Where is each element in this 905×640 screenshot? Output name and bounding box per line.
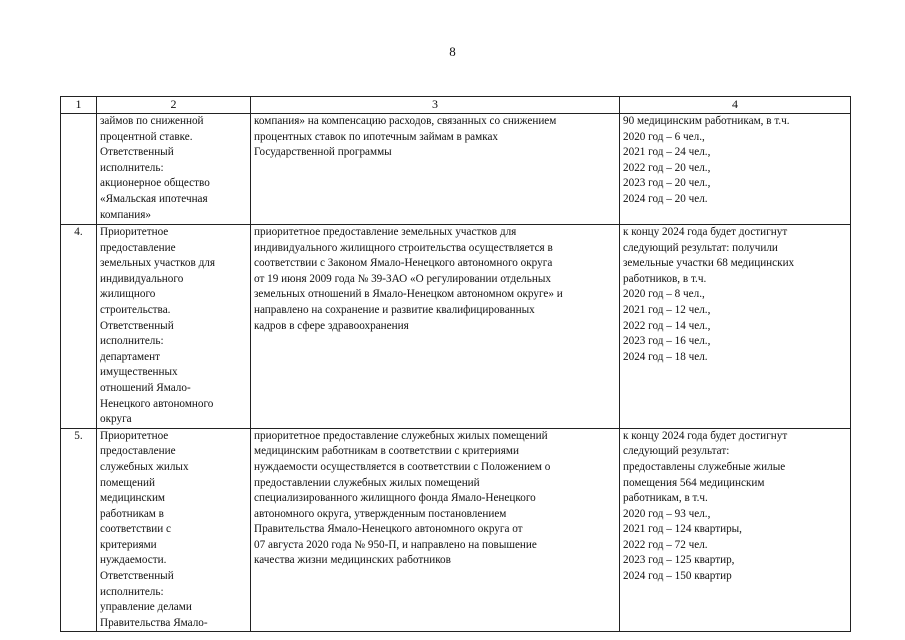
measures-table (60, 96, 851, 632)
table-row (61, 225, 851, 429)
column-header-3: 3 (251, 97, 620, 114)
result-cell: 90 медицинским работникам, в т.ч. 2020 год – 6 чел., 2021 год – 24 чел., 2022 год – 20 чел., 2023 год – 20 чел., 2024 год – 20 чел. (620, 114, 851, 225)
result-cell: к концу 2024 года будет достигнут следующий результат: получили земельные участки 68 медицинских работников, в т.ч. 2020 год – 8 чел., 2021 год – 12 чел., 2022 год – 14 чел., 2023 год – 16 чел., 2024 год – 18 чел. (620, 225, 851, 429)
table-row (61, 114, 851, 225)
column-header-1: 1 (61, 97, 97, 114)
row-number: 4. (61, 225, 97, 429)
description-cell: приоритетное предоставление земельных участков для индивидуального жилищного строительства осуществляется в соответствии с Законом Ямало-Ненецкого автономного округа от 19 июня 2009 года № 39-ЗАО «О регулировании отдельных земельных отношений в Ямало-Ненецком автономном округе» и направлено на сохранение и развитие квалифицированных кадров в сфере здравоохранения (251, 225, 620, 429)
description-cell: приоритетное предоставление служебных жилых помещений медицинским работникам в соответствии с критериями нуждаемости осуществляется в соответствии с Положением о предоставлении служебных жилых помещений специализированного жилищного фонда Ямало-Ненецкого автономного округа, утвержденным постановлением Правительства Ямало-Ненецкого автономного округа от 07 августа 2020 года № 950-П, и направлено на повышение качества жизни медицинских работников (251, 428, 620, 632)
description-cell: компания» на компенсацию расходов, связанных со снижением процентных ставок по ипотечным займам в рамках Государственной программы (251, 114, 620, 225)
page-number: 8 (449, 44, 456, 59)
measure-cell: Приоритетное предоставление служебных жилых помещений медицинским работникам в соответствии с критериями нуждаемости. Ответственный исполнитель: управление делами Правительства Ямало- (97, 428, 251, 632)
table-header-row (61, 97, 851, 114)
column-header-4: 4 (620, 97, 851, 114)
row-number: 5. (61, 428, 97, 632)
measure-cell: займов по сниженной процентной ставке. Ответственный исполнитель: акционерное общество «Ямальская ипотечная компания» (97, 114, 251, 225)
column-header-2: 2 (97, 97, 251, 114)
row-number (61, 114, 97, 225)
table-row (61, 428, 851, 632)
result-cell: к концу 2024 года будет достигнут следующий результат: предоставлены служебные жилые помещения 564 медицинским работникам, в т.ч. 2020 год – 93 чел., 2021 год – 124 квартиры, 2022 год – 72 чел. 2023 год – 125 квартир, 2024 год – 150 квартир (620, 428, 851, 632)
measure-cell: Приоритетное предоставление земельных участков для индивидуального жилищного строительства. Ответственный исполнитель: департамент имущественных отношений Ямало- Ненецкого автономного округа (97, 225, 251, 429)
